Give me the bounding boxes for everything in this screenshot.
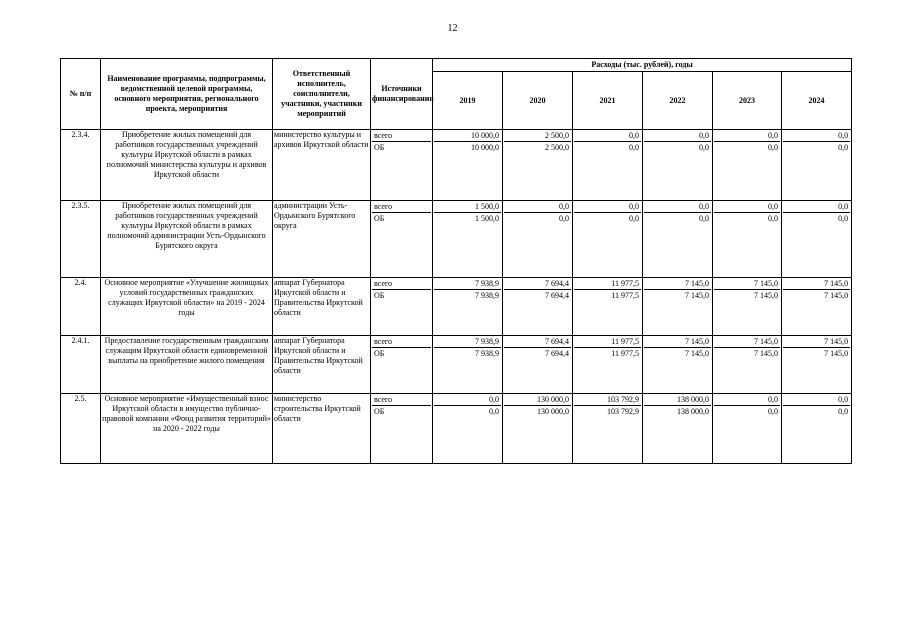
value-total: 7 145,0 (685, 279, 709, 288)
value-ob: 130 000,0 (504, 405, 571, 417)
value-total: 10 000,0 (471, 131, 499, 140)
value-cell (503, 394, 573, 464)
value-total: 7 694,4 (545, 279, 569, 288)
value-ob: 7 938,9 (434, 347, 501, 359)
value-total: 0,0 (768, 202, 778, 211)
value-total: 0,0 (699, 131, 709, 140)
value-total: 7 145,0 (685, 337, 709, 346)
row-name: Приобретение жилых помещений для работников государственных учреждений культуры Иркутской области в рамках полномочий министерства культуры и архивов Иркутской области (101, 130, 273, 201)
value-total: 0,0 (489, 395, 499, 404)
header-year: 2023 (713, 72, 782, 130)
value-cell (713, 336, 782, 394)
source-ob: ОБ (372, 212, 431, 224)
value-total: 7 145,0 (754, 279, 778, 288)
value-cell (433, 201, 503, 278)
header-name: Наименование программы, подпрограммы, ведомственной целевой программы, основного мероприятия, регионального проекта, мероприятия (101, 59, 273, 130)
header-source: Источники финансирования (371, 59, 433, 130)
value-total: 7 145,0 (824, 337, 849, 346)
value-total: 0,0 (838, 131, 849, 140)
value-cell (573, 336, 643, 394)
value-cell (782, 278, 852, 336)
row-executor: министерство строительства Иркутской области (273, 394, 371, 464)
value-cell (782, 394, 852, 464)
source-ob: ОБ (372, 141, 431, 153)
table-row (61, 336, 852, 394)
value-ob: 11 977,5 (574, 347, 641, 359)
source-ob: ОБ (372, 289, 431, 301)
source-ob: ОБ (372, 347, 431, 359)
value-ob: 1 500,0 (434, 212, 501, 224)
value-ob: 103 792,9 (574, 405, 641, 417)
value-ob: 0,0 (783, 212, 850, 224)
value-total: 0,0 (559, 202, 569, 211)
value-ob: 2 500,0 (504, 141, 571, 153)
value-cell (433, 394, 503, 464)
value-ob: 7 145,0 (783, 289, 850, 301)
row-name: Основное мероприятие «Улучшение жилищных условий государственных гражданских служащих Иркутской области» на 2019 - 2024 годы (101, 278, 273, 336)
value-cell (713, 278, 782, 336)
table-row (61, 130, 852, 201)
row-number: 2.4. (61, 278, 101, 336)
row-number: 2.3.4. (61, 130, 101, 201)
value-cell (713, 130, 782, 201)
row-sources (371, 394, 433, 464)
value-ob: 10 000,0 (434, 141, 501, 153)
value-total: 7 694,4 (545, 337, 569, 346)
value-ob: 0,0 (783, 405, 850, 417)
row-executor: аппарат Губернатора Иркутской области и Правительства Иркутской области (273, 336, 371, 394)
value-cell (573, 278, 643, 336)
value-cell (643, 394, 713, 464)
row-number: 2.3.5. (61, 201, 101, 278)
row-sources (371, 278, 433, 336)
value-ob: 0,0 (714, 141, 780, 153)
value-ob: 0,0 (504, 212, 571, 224)
value-ob: 7 145,0 (714, 289, 780, 301)
source-ob: ОБ (372, 405, 431, 417)
value-total: 0,0 (699, 202, 709, 211)
value-total: 7 938,9 (475, 279, 499, 288)
value-ob: 7 145,0 (714, 347, 780, 359)
value-cell (643, 336, 713, 394)
value-cell (503, 336, 573, 394)
header-year: 2019 (433, 72, 503, 130)
value-total: 0,0 (838, 202, 849, 211)
value-total: 103 792,9 (607, 395, 639, 404)
value-total: 138 000,0 (677, 395, 709, 404)
source-total: всего (374, 202, 393, 211)
value-cell (573, 201, 643, 278)
header-year: 2021 (573, 72, 643, 130)
value-cell (782, 336, 852, 394)
row-number: 2.5. (61, 394, 101, 464)
value-ob: 0,0 (644, 212, 711, 224)
value-cell (433, 130, 503, 201)
header-expenses: Расходы (тыс. рублей), годы (433, 59, 852, 72)
value-total: 0,0 (768, 395, 778, 404)
value-cell (643, 201, 713, 278)
value-total: 7 145,0 (824, 279, 849, 288)
table-row (61, 201, 852, 278)
value-total: 130 000,0 (537, 395, 569, 404)
header-executor: Ответственный исполнитель, соисполнители, участники, участники мероприятий (273, 59, 371, 130)
value-cell (643, 130, 713, 201)
source-total: всего (374, 337, 393, 346)
source-total: всего (374, 279, 393, 288)
header-year: 2022 (643, 72, 713, 130)
value-total: 0,0 (629, 131, 639, 140)
value-ob: 11 977,5 (574, 289, 641, 301)
value-ob: 7 694,4 (504, 347, 571, 359)
value-total: 2 500,0 (545, 131, 569, 140)
value-total: 11 977,5 (611, 337, 639, 346)
value-ob: 0,0 (574, 212, 641, 224)
table-row (61, 394, 852, 464)
row-name: Предоставление государственным гражданским служащим Иркутской области единовременной выплаты на приобретение жилого помещения (101, 336, 273, 394)
value-cell (782, 130, 852, 201)
value-ob: 0,0 (644, 141, 711, 153)
row-name: Основное мероприятие «Имущественный взнос Иркутской области в имущество публично-правовой компании «Фонд развития территорий» на 2020 - 2022 годы (101, 394, 273, 464)
row-sources (371, 201, 433, 278)
row-sources (371, 130, 433, 201)
value-cell (433, 336, 503, 394)
row-number: 2.4.1. (61, 336, 101, 394)
row-name: Приобретение жилых помещений для работников государственных учреждений культуры Иркутской области в рамках полномочий администрации Усть-Ордынского Бурятского округа (101, 201, 273, 278)
value-ob: 7 694,4 (504, 289, 571, 301)
page-number: 12 (447, 23, 458, 34)
row-executor: аппарат Губернатора Иркутской области и Правительства Иркутской области (273, 278, 371, 336)
value-cell (503, 278, 573, 336)
value-cell (643, 278, 713, 336)
source-total: всего (374, 395, 393, 404)
value-total: 0,0 (629, 202, 639, 211)
value-cell (713, 201, 782, 278)
value-ob: 0,0 (783, 141, 850, 153)
value-cell (503, 201, 573, 278)
row-sources (371, 336, 433, 394)
value-ob: 0,0 (574, 141, 641, 153)
value-cell (503, 130, 573, 201)
row-executor: администрации Усть-Ордынского Бурятского округа (273, 201, 371, 278)
value-ob: 7 145,0 (783, 347, 850, 359)
value-ob: 0,0 (714, 405, 780, 417)
value-total: 1 500,0 (475, 202, 499, 211)
value-cell (782, 201, 852, 278)
value-total: 0,0 (838, 395, 849, 404)
header-year: 2020 (503, 72, 573, 130)
table-body (61, 130, 852, 464)
table-row (61, 278, 852, 336)
value-total: 11 977,5 (611, 279, 639, 288)
value-ob: 0,0 (434, 405, 501, 417)
value-cell (433, 278, 503, 336)
value-total: 7 938,9 (475, 337, 499, 346)
budget-table (60, 58, 852, 464)
value-cell (713, 394, 782, 464)
value-total: 7 145,0 (754, 337, 778, 346)
value-ob: 7 145,0 (644, 347, 711, 359)
value-ob: 7 145,0 (644, 289, 711, 301)
source-total: всего (374, 131, 393, 140)
header-year: 2024 (782, 72, 852, 130)
row-executor: министерство культуры и архивов Иркутской области (273, 130, 371, 201)
header-num: № п/п (61, 59, 101, 130)
value-cell (573, 130, 643, 201)
value-ob: 138 000,0 (644, 405, 711, 417)
value-ob: 0,0 (714, 212, 780, 224)
value-cell (573, 394, 643, 464)
value-total: 0,0 (768, 131, 778, 140)
value-ob: 7 938,9 (434, 289, 501, 301)
